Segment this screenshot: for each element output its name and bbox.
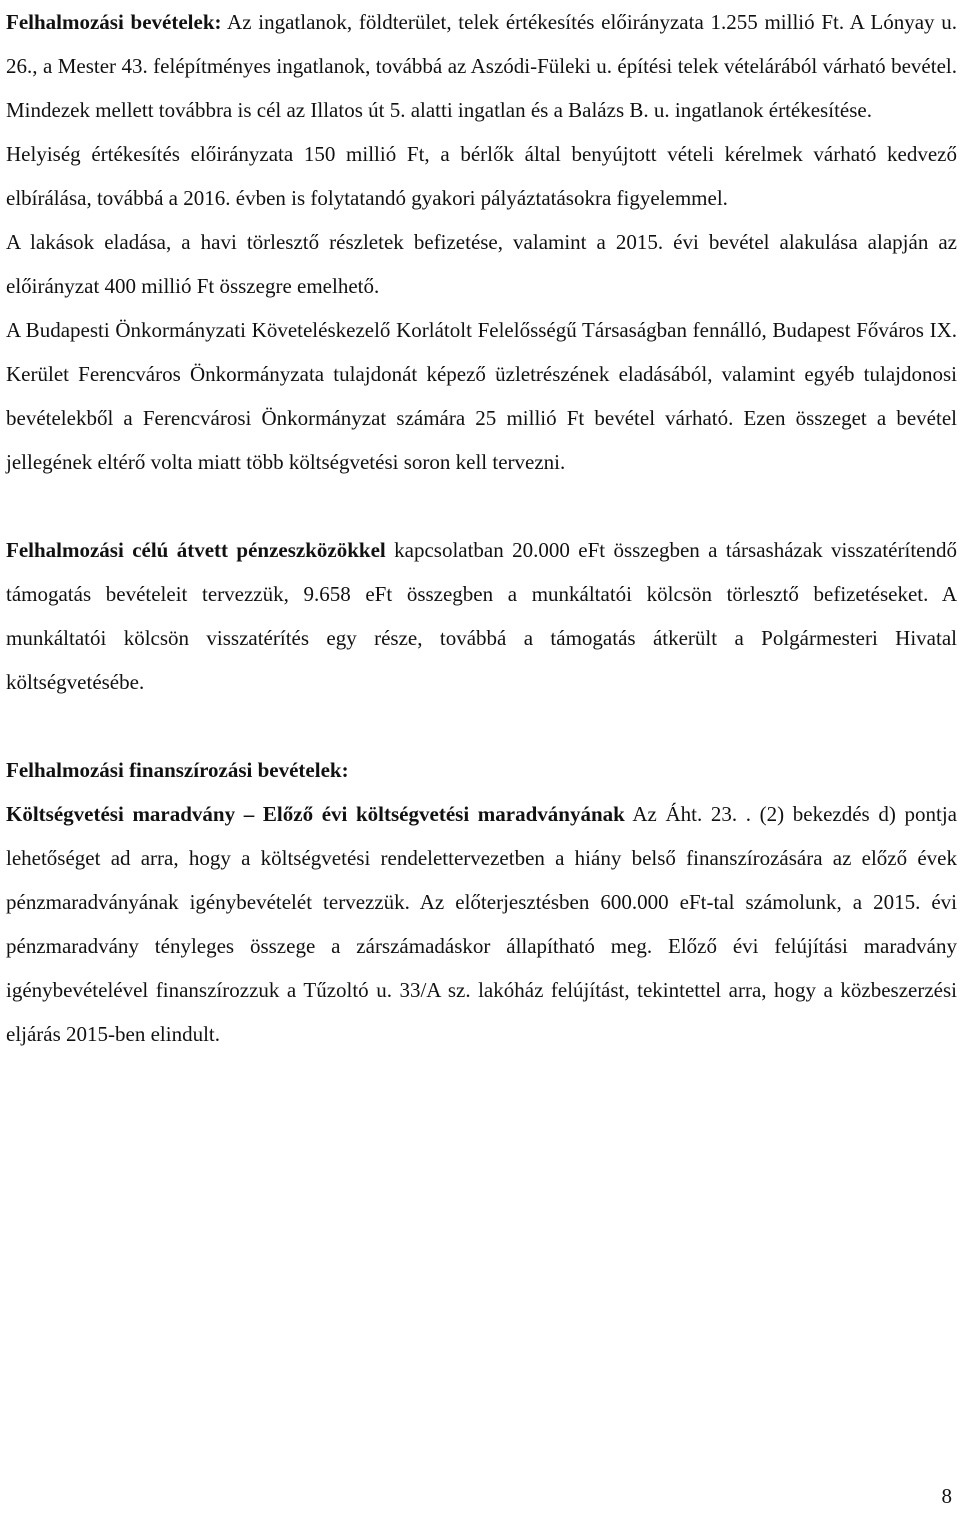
section-heading: Felhalmozási finanszírozási bevételek: [6,758,349,782]
paragraph-text: Az Áht. 23. . (2) bekezdés d) pontja lehetőséget ad arra, hogy a költségvetési rendelettervezetben a hiány belső finanszírozására az előző évek pénzmaradványának igénybevételét tervezzük. Az előterjesztésben 600.000 eFt-tal számolunk, a 2015. évi pénzmaradvány tényleges összege a zárszámadáskor állapítható meg. Előző évi felújítási maradvány igénybevételével finanszírozzuk a Tűzoltó u. 33/A sz. lakóház felújítást, tekintettel arra, hogy a közbeszerzési eljárás 2015-ben elindult. [6,802,957,1046]
paragraph-felhalmozasi-bevetelek [6,0,957,132]
paragraph-text: Az ingatlanok, földterület, telek értékesítés előirányzata 1.255 millió Ft. A Lónyay u. 26., a Mester 43. felépítményes ingatlanok, továbbá az Aszódi-Füleki u. építési telek vételárából várható bevétel. Mindezek mellett továbbra is cél az Illatos út 5. alatti ingatlan és a Balázs B. u. ingatlanok értékesítése. [6,10,957,122]
document-page [6,0,957,1056]
paragraph-lead: Költségvetési maradvány – Előző évi költségvetési maradványának [6,802,625,826]
paragraph-text: kapcsolatban 20.000 eFt összegben a társasházak visszatérítendő támogatás bevételeit tervezzük, 9.658 eFt összegben a munkáltatói kölcsön törlesztő befizetéseket. A munkáltatói kölcsön visszatérítés egy része, továbbá a támogatás átkerült a Polgármesteri Hivatal költségvetésébe. [6,538,957,694]
paragraph-lead: Felhalmozási bevételek: [6,10,222,34]
paragraph-helyiseg-ertekesites: Helyiség értékesítés előirányzata 150 millió Ft, a bérlők által benyújtott vételi kérelmek várható kedvező elbírálása, továbbá a 2016. évben is folytatandó gyakori pályáztatásokra figyelemmel. [6,142,957,210]
spacer [6,704,957,748]
spacer [6,484,957,528]
paragraph-lead: Felhalmozási célú átvett pénzeszközökkel [6,538,386,562]
paragraph-atvett-penzeszkozok [6,528,957,704]
paragraph-koltsegvetesi-maradvany [6,792,957,1056]
page-number: 8 [941,1484,952,1508]
paragraph-koveteleskezelo: A Budapesti Önkormányzati Követeléskezelő Korlátolt Felelősségű Társaságban fennálló, Budapest Főváros IX. Kerület Ferencváros Önkormányzata tulajdonát képező üzletrészének eladásából, valamint egyéb tulajdonosi bevételekből a Ferencvárosi Önkormányzat számára 25 millió Ft bevétel várható. Ezen összeget a bevétel jellegének eltérő volta miatt több költségvetési soron kell tervezni. [6,318,957,474]
paragraph-lakasok-eladasa: A lakások eladása, a havi törlesztő részletek befizetése, valamint a 2015. évi bevétel alakulása alapján az előirányzat 400 millió Ft összegre emelhető. [6,230,957,298]
